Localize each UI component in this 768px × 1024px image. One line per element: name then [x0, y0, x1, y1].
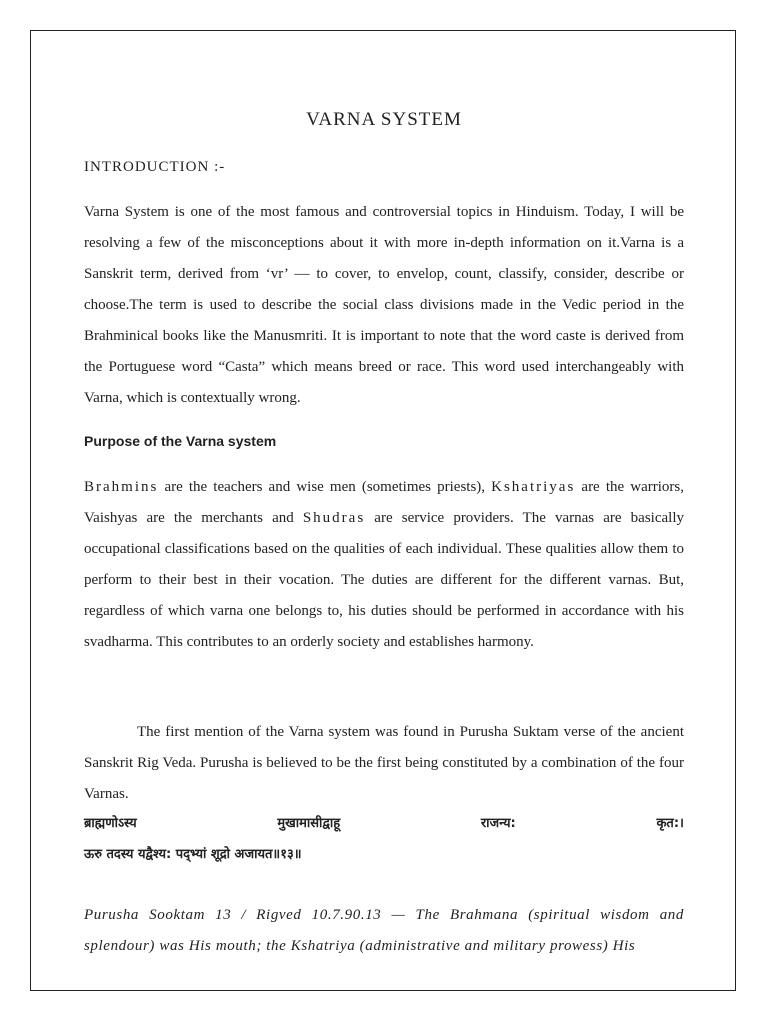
- page-frame: [30, 30, 736, 991]
- verse-word: राजन्य:: [480, 816, 516, 831]
- citation-paragraph: Purusha Sooktam 13 / Rigved 10.7.90.13 — The Brahmana (spiritual wisdom and splendour) was His mouth; the Kshatriya (administrative and military prowess) His: [84, 907, 684, 954]
- first-mention-text: The first mention of the Varna system was found in Purusha Suktam verse of the ancient Sanskrit Rig Veda. Purusha is believed to be the first being constituted by a combination of the four Varnas.: [84, 724, 684, 802]
- document-title: VARNA SYSTEM: [306, 109, 462, 130]
- term-kshatriyas: Kshatriyas: [491, 479, 576, 495]
- term-brahmins: Brahmins: [84, 479, 159, 495]
- verse-line-1: [84, 813, 684, 831]
- term-shudras: Shudras: [302, 510, 366, 526]
- verse-word: मुखामासीद्वाहू: [277, 816, 341, 831]
- verse-word: कृत:।: [656, 816, 684, 831]
- purpose-text-1: are the teachers and wise men (sometimes priests),: [158, 479, 492, 495]
- purpose-text-2: are the warriors,: [575, 479, 684, 495]
- purpose-paragraph: [84, 472, 684, 658]
- first-mention-paragraph: [84, 717, 684, 810]
- intro-paragraph: Varna System is one of the most famous and controversial topics in Hinduism. Today, I will be resolving a few of the misconceptions about it with more in-depth information on it.Varna is a Sanskrit term, derived from ‘vr’ — to cover, to envelop, count, classify, consider, describe or choose.The term is used to describe the social class divisions made in the Vedic period in the Brahminical books like the Manusmriti. It is important to note that the word caste is derived from the Portuguese word “Casta” which means breed or race. This word used interchangeably with Varna, which is contextually wrong.: [84, 204, 684, 406]
- term-vaishyas: Vaishyas: [84, 510, 138, 526]
- purpose-text-4: are service providers. The varnas are basically occupational classifications based on the qualities of each individual. These qualities allow them to perform to their best in their vocation. The duties are different for the different varnas. But, regardless of which varna one belongs to, his duties should be performed in accordance with his svadharma. This contributes to an orderly society and establishes harmony.: [84, 510, 684, 650]
- purpose-text-3: are the merchants and: [137, 510, 303, 526]
- verse-word: ब्राह्मणोऽस्य: [84, 816, 137, 831]
- verse-line-2: ऊरु तदस्य यद्वैश्य: पद्भ्यां शूद्रो अजायत॥१३॥: [84, 847, 302, 862]
- intro-heading: INTRODUCTION :-: [84, 159, 226, 175]
- purpose-heading: Purpose of the Varna system: [84, 433, 277, 449]
